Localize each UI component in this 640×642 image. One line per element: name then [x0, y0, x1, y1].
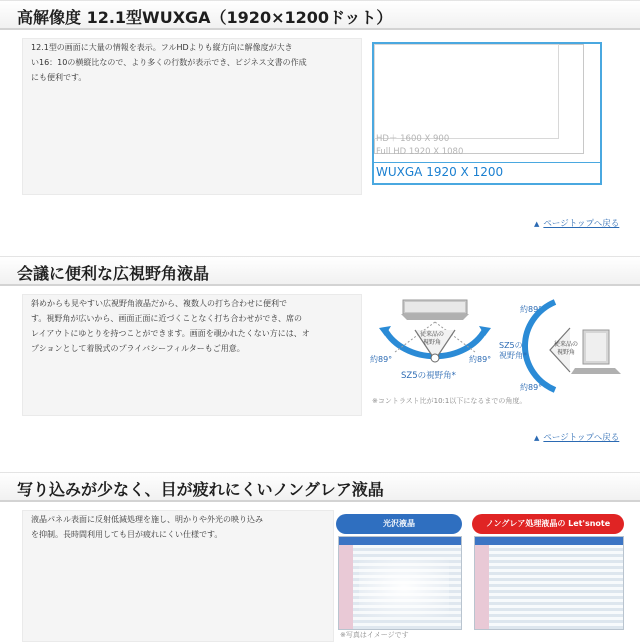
image-caption: ※写真はイメージです: [340, 631, 409, 639]
side-angle-top-label: 約89°: [520, 305, 543, 314]
glossy-panel-image: [338, 536, 462, 630]
section-header-viewing-angle: [0, 256, 640, 286]
back-to-top-link-1[interactable]: [534, 217, 619, 229]
side-sz5-label-line2: 視野角*: [499, 351, 527, 360]
laptop-top-view: [401, 300, 469, 320]
hd-plus-frame: [374, 44, 559, 139]
back-to-top-link-2[interactable]: [534, 431, 619, 443]
wuxga-divider: [374, 162, 600, 163]
wuxga-label: WUXGA 1920 X 1200: [376, 165, 504, 179]
non-glare-description: 液晶パネル表面に反射低減処理を施し、明かりや外光の映り込み を抑制。長時間利用しても目が疲れにくい仕様です。: [31, 515, 263, 539]
angle-left-label: 約89°: [370, 355, 393, 364]
side-angle-bottom-label: 約89°: [520, 383, 543, 392]
triangle-up-icon: ▲: [534, 220, 540, 228]
old-angle-label-line2: 視野角: [423, 339, 442, 346]
full-hd-label: Full HD 1920 X 1080: [376, 147, 464, 157]
laptop-side-view: [571, 330, 621, 374]
old-angle-label-line1: 従来品の: [420, 331, 445, 338]
viewing-angle-description: 斜めからも見やすい広視野角液晶だから、複数人の打ち合わせに便利で す。視野角が広いから、画面正面に近づくことなく打ち合わせができ、席の レイアウトにゆとりを持つことができます。画面を覗かれたくない方には、オ プションとして着脱式のプライバシーフィルターもご用意。: [31, 299, 310, 353]
resolution-description: 12.1型の画面に大量の情報を表示。フルHDよりも縦方向に解像度が大き い16：10の横縦比なので、より多くの行数が表示でき、ビジネス文書の作成 にも便利です。: [31, 43, 307, 82]
section-header-non-glare: [0, 472, 640, 502]
triangle-up-icon: ▲: [534, 434, 540, 442]
glossy-panel-header-bar: [339, 537, 461, 545]
glossy-panel-side-column: [339, 545, 353, 629]
glare-reflection: [359, 557, 449, 617]
section-title-resolution: 高解像度 12.1型WUXGA（1920×1200ドット）: [17, 8, 393, 27]
section-title-viewing-angle: 会議に便利な広視野角液晶: [17, 264, 210, 283]
back-to-top-label: ページトップへ戻る: [543, 219, 620, 229]
angle-right-label: 約89°: [469, 355, 492, 364]
section-header-resolution: [0, 0, 640, 30]
svg-text:視野角: 視野角: [557, 349, 576, 356]
back-to-top-label: ページトップへ戻る: [543, 433, 620, 443]
side-sz5-arc: [525, 302, 555, 390]
nonglare-panel-side-column: [475, 545, 489, 629]
nonglare-panel-tab: ノングレア処理液晶の Let'snote: [472, 514, 624, 534]
svg-text:従来品の: 従来品の: [554, 341, 579, 348]
side-sz5-label-line1: SZ5の: [499, 341, 523, 350]
hd-plus-label: HD＋ 1600 X 900: [376, 134, 450, 144]
viewing-angle-diagram: [365, 290, 635, 410]
nonglare-panel-image: [474, 536, 624, 630]
section-title-non-glare: 写り込みが少なく、目が疲れにくいノングレア液晶: [17, 480, 384, 499]
sz5-angle-label: SZ5の視野角*: [401, 371, 456, 381]
glossy-panel-tab: 光沢液晶: [336, 514, 462, 534]
nonglare-panel-header-bar: [475, 537, 623, 545]
viewing-angle-footnote: ※コントラスト比が10:1以下になるまでの角度。: [372, 397, 527, 405]
